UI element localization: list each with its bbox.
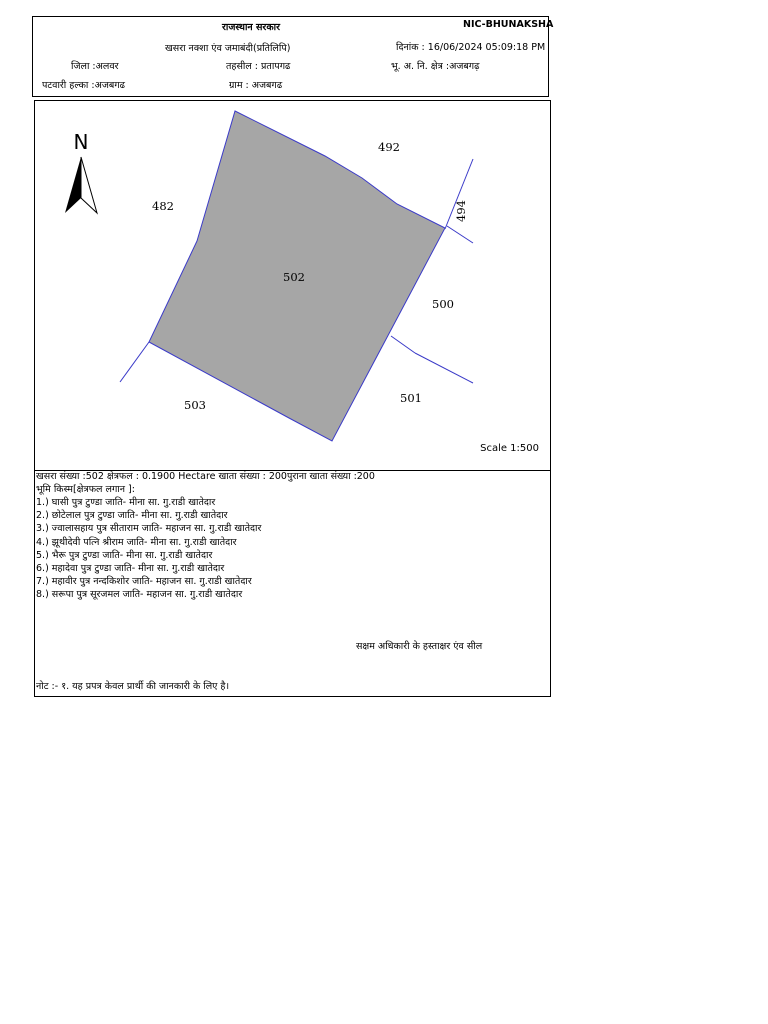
owner-row: 5.) भैरू पुत्र टुण्डा जाति- मीना सा. गु.राडी खातेदार bbox=[36, 550, 213, 561]
scale-label: Scale 1:500 bbox=[480, 443, 539, 454]
document-title: खसरा नक्शा एंव जमाबंदी(प्रतिलिपि) bbox=[165, 43, 291, 54]
khasra-summary: खसरा संख्या :502 क्षेत्रफल : 0.1900 Hectare खाता संख्या : 200पुराना खाता संख्या :200 bbox=[36, 471, 375, 482]
parcel-label-500: 500 bbox=[432, 297, 454, 311]
owner-row: 4.) झूथीदेवी पत्नि श्रीराम जाति- मीना सा. गु.राडी खातेदार bbox=[36, 537, 237, 548]
note-label: नोट :- १. यह प्रपत्र केवल प्रार्थी की जानकारी के लिए है। bbox=[36, 681, 230, 692]
north-label: N bbox=[73, 130, 89, 154]
village-label: ग्राम : अजबगढ bbox=[229, 80, 283, 91]
parcel-label-501: 501 bbox=[400, 391, 422, 405]
date-label: दिनांक : 16/06/2024 05:09:18 PM bbox=[396, 42, 546, 53]
patwari-label: पटवारी हल्का :अजबगढ bbox=[42, 80, 126, 91]
brand-label: NIC-BHUNAKSHA bbox=[463, 19, 554, 30]
owner-row: 2.) छोटेलाल पुत्र टुण्डा जाति- मीना सा. गु.राडी खातेदार bbox=[36, 510, 228, 521]
details-panel bbox=[34, 471, 551, 697]
boundary-line bbox=[120, 342, 149, 382]
district-label: जिला :अलवर bbox=[71, 61, 119, 72]
map-panel bbox=[34, 100, 551, 471]
owner-row: 7.) महावीर पुत्र नन्दकिशोर जाति- महाजन सा. गु.राडी खातेदार bbox=[36, 576, 252, 587]
parcel-label-502: 502 bbox=[283, 270, 305, 284]
owner-row: 3.) ज्वालासहाय पुत्र सीताराम जाति- महाजन सा. गु.राडी खातेदार bbox=[36, 523, 262, 534]
signature-label: सक्षम अधिकारी के हस्ताक्षर एंव सील bbox=[356, 641, 483, 652]
land-type-label: भूमि किस्म[क्षेत्रफल लगान ]: bbox=[36, 484, 135, 495]
ri-area-label: भू. अ. नि. क्षेत्र :अजबगढ़ bbox=[391, 61, 480, 72]
parcel-label-503: 503 bbox=[184, 398, 206, 412]
owner-row: 8.) सरूपा पुत्र सूरजमल जाति- महाजन सा. गु.राडी खातेदार bbox=[36, 589, 243, 600]
boundary-line bbox=[391, 336, 415, 353]
parcel-label-492: 492 bbox=[378, 140, 400, 154]
cadastral-map bbox=[35, 101, 552, 472]
owner-row: 1.) घासी पुत्र टुण्डा जाति- मीना सा. गु.राडी खातेदार bbox=[36, 497, 216, 508]
government-title: राजस्थान सरकार bbox=[222, 22, 280, 33]
owner-row: 6.) महादेवा पुत्र टुण्डा जाति- मीना सा. गु.राडी खातेदार bbox=[36, 563, 225, 574]
parcel-label-482: 482 bbox=[152, 199, 174, 213]
header-box bbox=[32, 16, 554, 97]
parcel-label-494: 494 bbox=[454, 200, 468, 222]
tehsil-label: तहसील : प्रतापगढ bbox=[226, 61, 291, 72]
north-arrow-icon bbox=[65, 130, 97, 213]
boundary-line bbox=[415, 353, 473, 383]
boundary-line bbox=[447, 226, 473, 243]
